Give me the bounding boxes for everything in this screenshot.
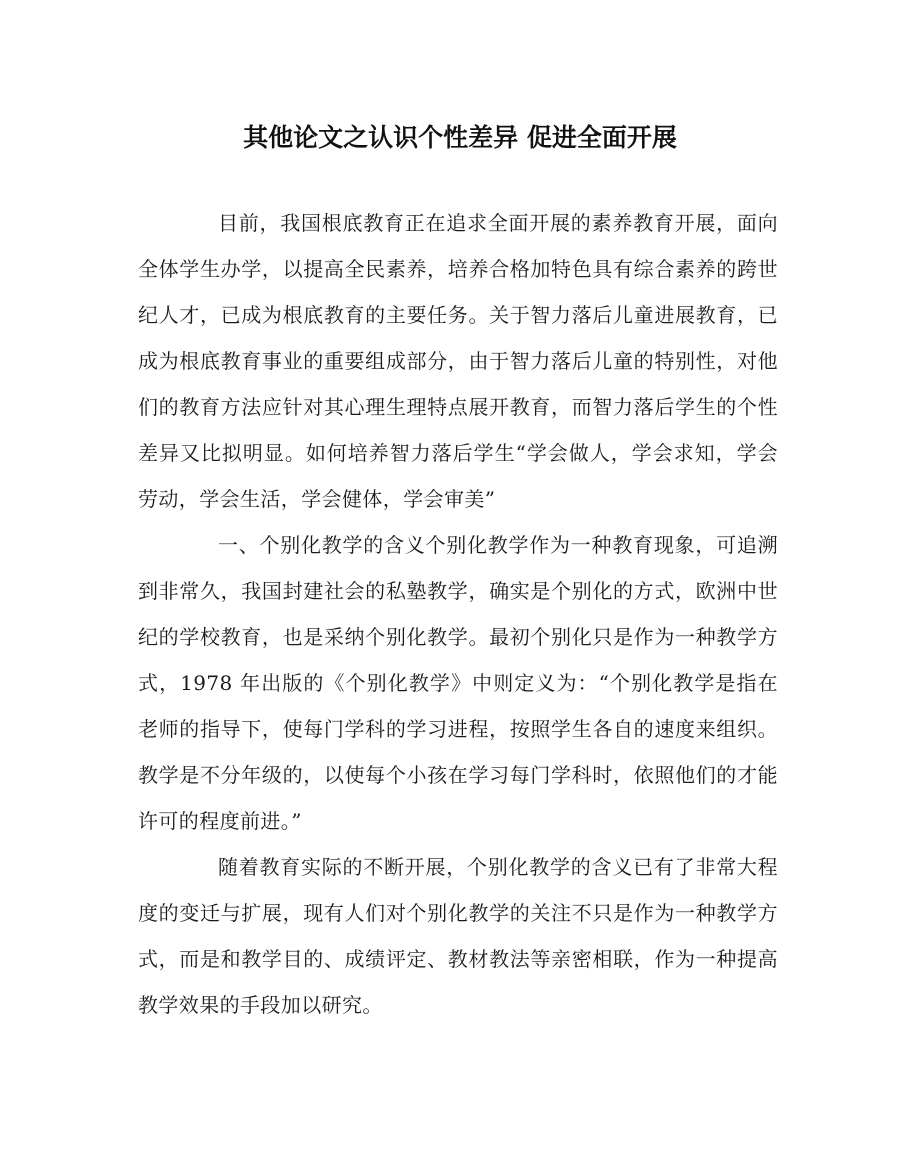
document-title: 其他论文之认识个性差异 促进全面开展 [243,123,677,152]
document-body [138,200,778,1028]
paragraph-development: 随着教育实际的不断开展，个别化教学的含义已有了非常大程度的变迁与扩展，现有人们对个别化教学的关注不只是作为一种教学方式，而是和教学目的、成绩评定、教材教法等亲密相联，作为一种提高教学效果的手段加以研究。 [138,855,778,1017]
paragraph-definition: 一、个别化教学的含义个别化教学作为一种教育现象，可追溯到非常久，我国封建社会的私塾教学，确实是个别化的方式，欧洲中世纪的学校教育，也是采纳个别化教学。最初个别化只是作为一种教学方式，1978 年出版的《个别化教学》中则定义为：“个别化教学是指在老师的指导下，使每门学科的学习进程，按照学生各自的速度来组织。教学是不分年级的，以使每个小孩在学习每门学科时，依照他们的才能许可的程度前进。” [138,533,778,833]
paragraph-intro: 目前，我国根底教育正在追求全面开展的素养教育开展，面向全体学生办学，以提高全民素养，培养合格加特色具有综合素养的跨世纪人才，已成为根底教育的主要任务。关于智力落后儿童进展教育，已成为根底教育事业的重要组成部分，由于智力落后儿童的特别性，对他们的教育方法应针对其心理生理特点展开教育，而智力落后学生的个性差异又比拟明显。如何培养智力落后学生“学会做人，学会求知，学会劳动，学会生活，学会健体，学会审美” [138,211,778,511]
